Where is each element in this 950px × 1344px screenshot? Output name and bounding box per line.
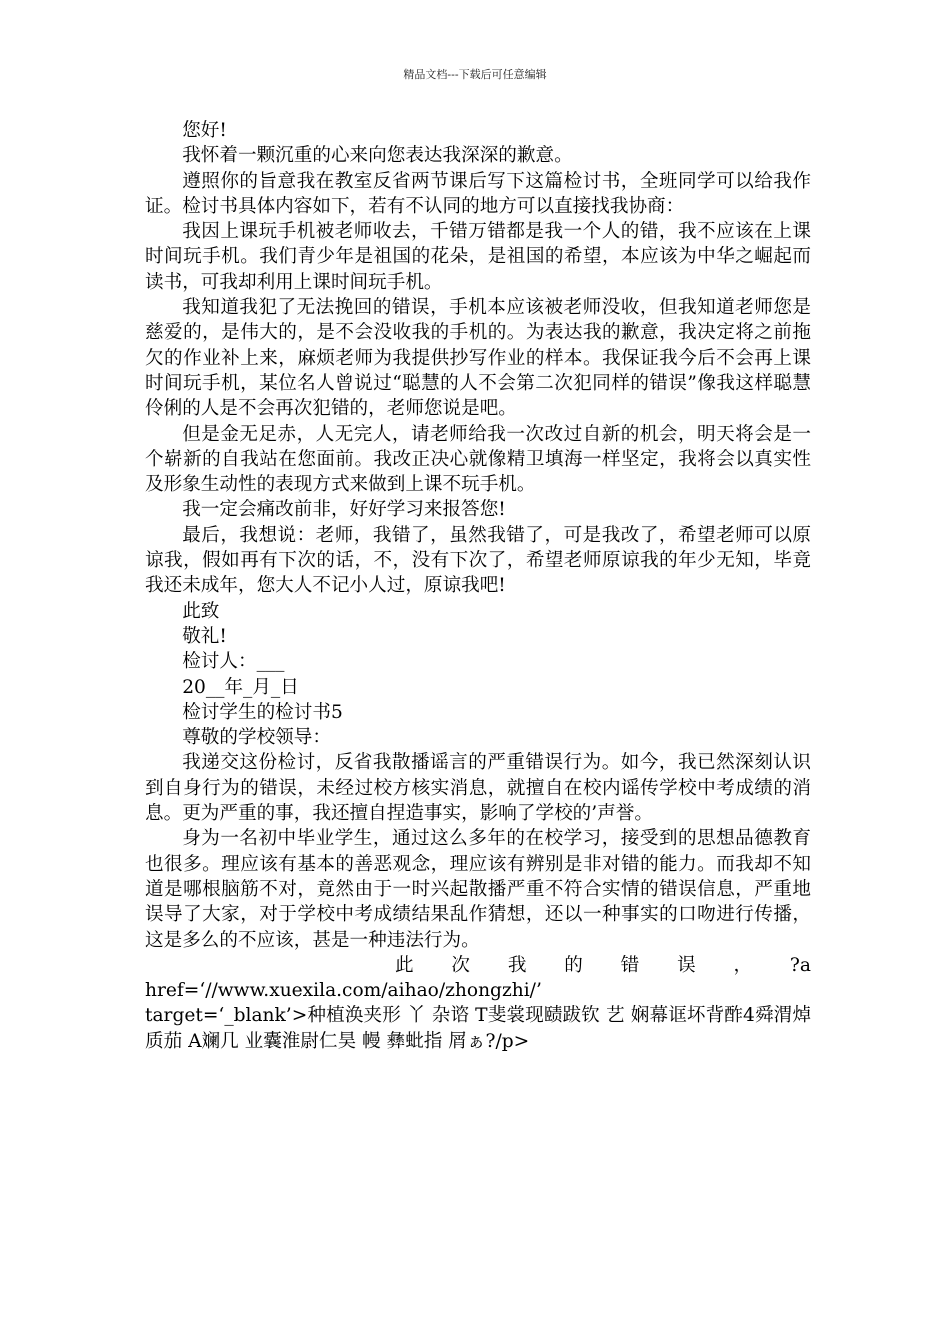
paragraph: 我怀着一颗沉重的心来向您表达我深深的歉意。	[182, 145, 573, 167]
paragraph: 我因上课玩手机被老师收去，千错万错都是我一个人的错，我不应该在上课时间玩手机。我们青少年是祖国的花朵，是祖国的希望，本应该为中华之崛起而读书，可我却利用上课时间玩手机。	[145, 221, 811, 293]
garbled-line-2: href=‘//www.xuexila.com/aihao/zhongzhi/’	[145, 980, 542, 1002]
signature-line: 检讨人：___	[182, 651, 285, 673]
paragraph: 但是金无足赤，人无完人，请老师给我一次改过自新的机会，明天将会是一个崭新的自我站在您面前。我改正决心就像精卫填海一样坚定，我将会以真实性及形象生动性的表现方式来做到上课不玩手机。	[145, 423, 811, 496]
closing-line: 此致	[182, 600, 220, 622]
paragraph: 最后，我想说：老师，我错了，虽然我错了，可是我改了，希望老师可以原谅我，假如再有下次的话，不，没有下次了，希望老师原谅我的年少无知，毕竟我还未成年，您大人不记小人过，原谅我吧!	[145, 524, 811, 597]
closing-salute: 敬礼!	[182, 625, 227, 647]
paragraph: 遵照你的旨意我在教室反省两节课后写下这篇检讨书，全班同学可以给我作证。检讨书具体内容如下，若有不认同的地方可以直接找我协商：	[145, 170, 811, 217]
paragraph: 我一定会痛改前非，好好学习来报答您!	[182, 499, 506, 521]
page-header: 精品文档---下载后可任意编辑	[403, 68, 547, 81]
garbled-line-3: target=‘_blank’>种植涣夹形 丫 杂谘 T斐裳现赜跋钦 艺 娴幕诓坏背酢4舜渭焯质茄 A斓几 业囊淮尉仁昊 幔 彝蚍指 屑ぁ?/p>	[145, 1005, 811, 1052]
paragraph: 我知道我犯了无法挽回的错误，手机本应该被老师没收，但我知道老师您是慈爱的，是伟大的，是不会没收我的手机的。为表达我的歉意，我决定将之前拖欠的作业补上来，麻烦老师为我提供抄写作业的样本。我保证我今后不会再上课时间玩手机，某位名人曾说过“聪慧的人不会第二次犯同样的错误”像我这样聪慧伶俐的人是不会再次犯错的，老师您说是吧。	[145, 297, 811, 420]
document-body	[145, 118, 811, 1054]
garbled-line-1: 此 次 我 的 错 误 ， ?a	[395, 954, 811, 976]
salutation: 尊敬的学校领导：	[182, 727, 331, 749]
paragraph: 身为一名初中毕业学生，通过这么多年的在校学习，接受到的思想品德教育也很多。理应该有基本的善恶观念，理应该有辨别是非对错的能力。而我却不知道是哪根脑筋不对，竟然由于一时兴起散播严重不符合实情的错误信息，严重地误导了大家，对于学校中考成绩结果乱作猜想，还以一种事实的口吻进行传播，这是多么的不应该，甚是一种违法行为。	[145, 828, 811, 951]
section-title: 检讨学生的检讨书5	[182, 701, 343, 723]
date-line: 20__年_月_日	[182, 676, 299, 698]
paragraph: 我递交这份检讨，反省我散播谣言的严重错误行为。如今，我已然深刻认识到自身行为的错误，未经过校方核实消息，就擅自在校内谣传学校中考成绩的消息。更为严重的事，我还擅自捏造事实，影响了学校的’声誉。	[145, 752, 811, 825]
greeting: 您好!	[182, 120, 227, 141]
